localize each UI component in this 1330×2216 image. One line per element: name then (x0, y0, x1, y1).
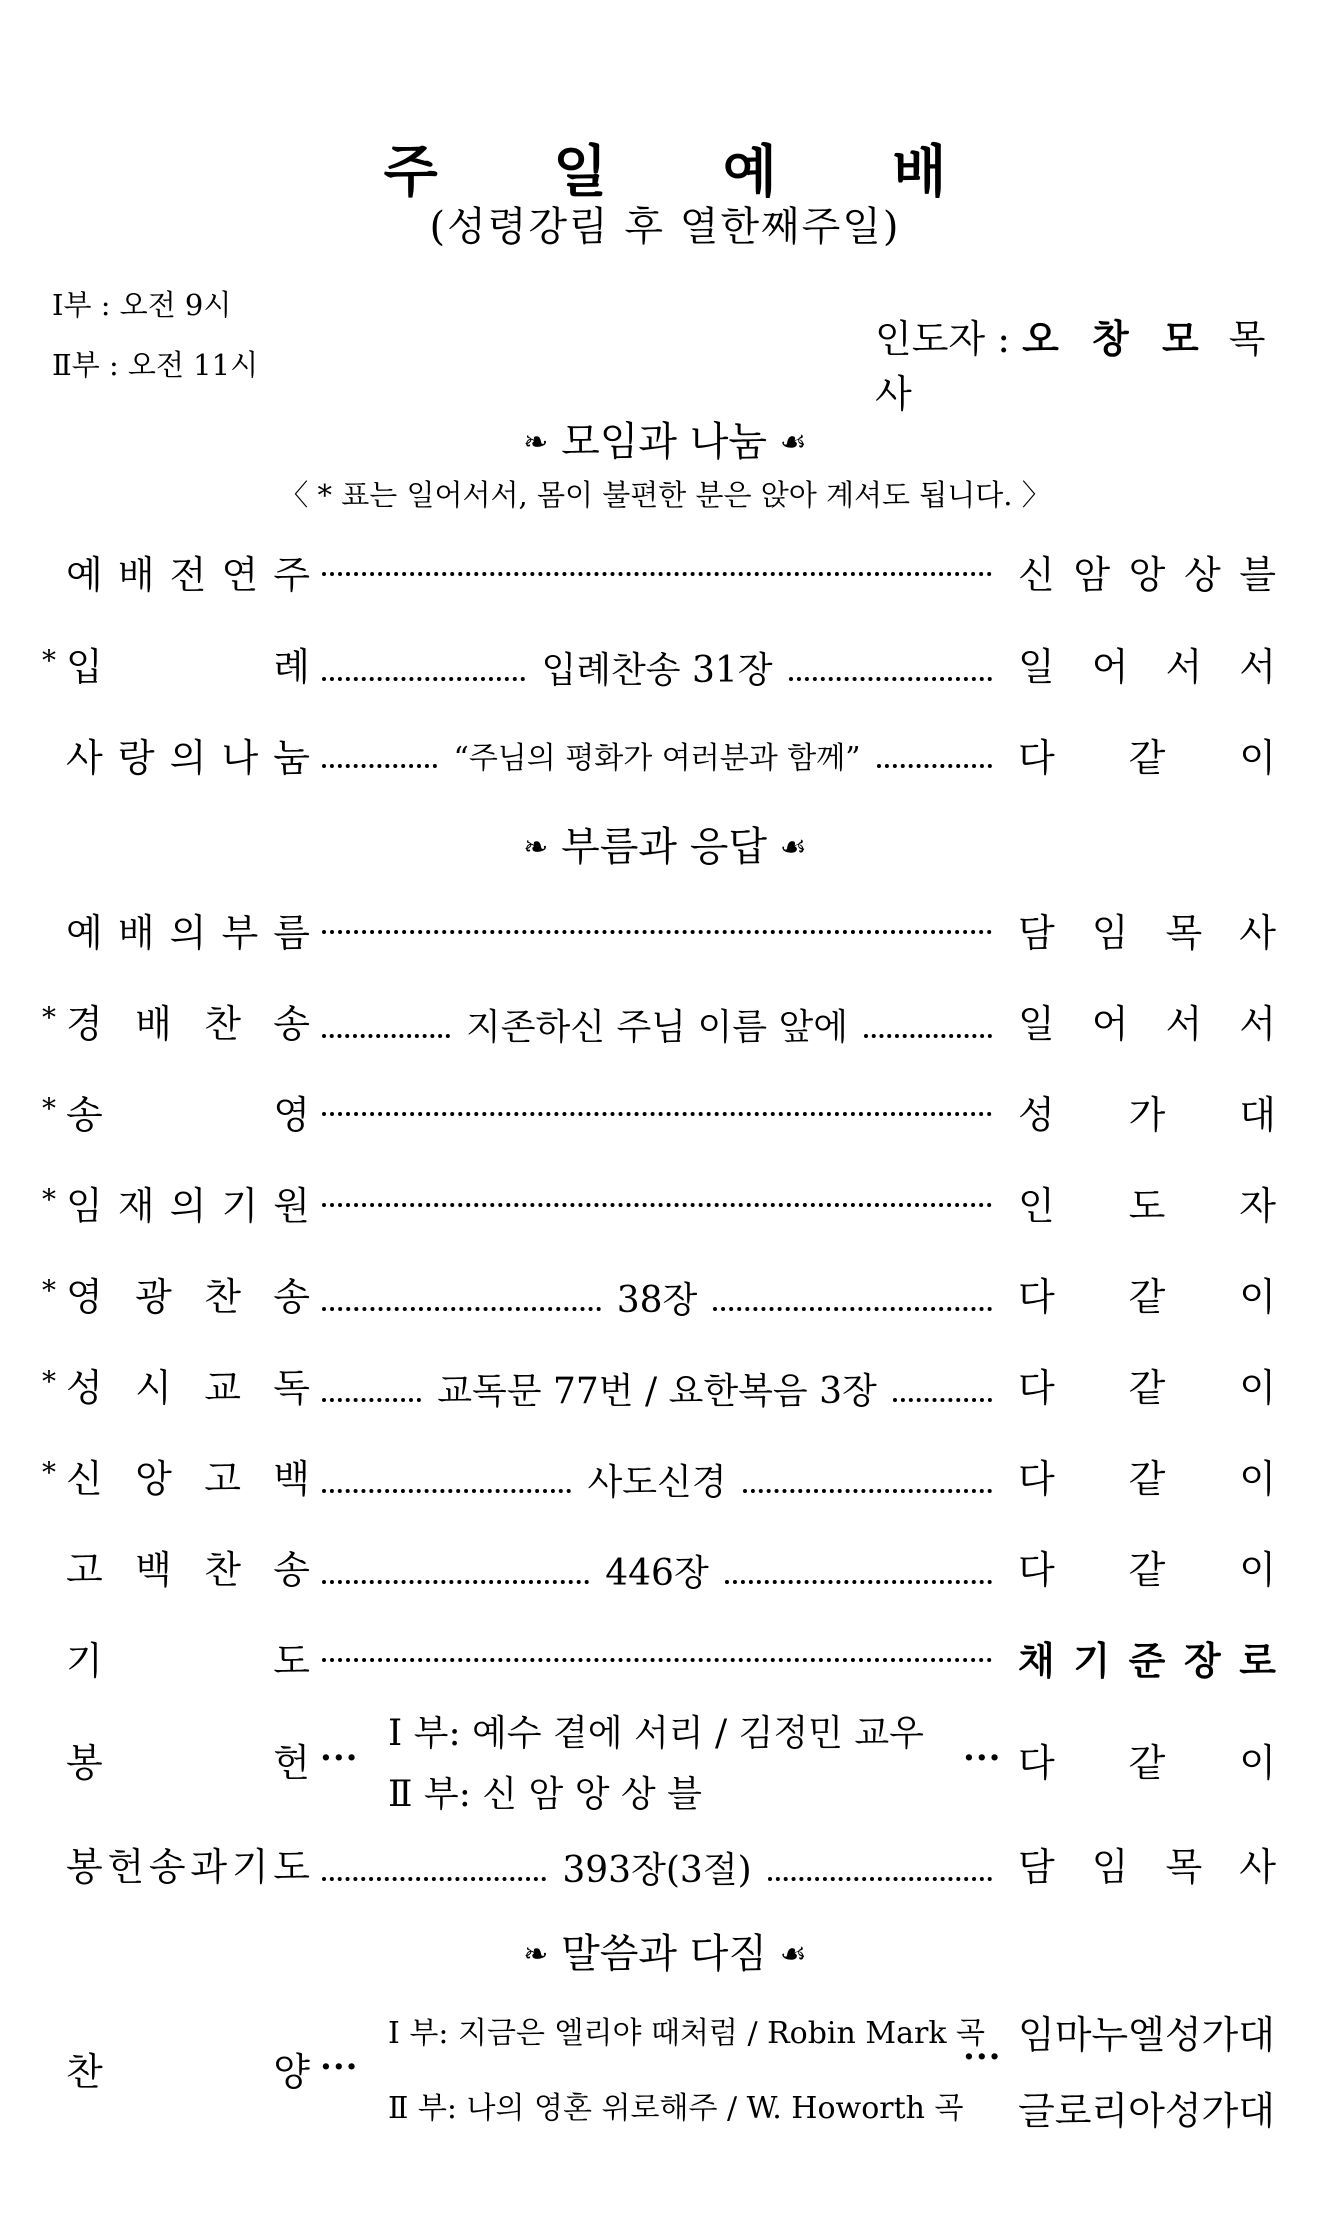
stand-marker: * (42, 1183, 56, 1216)
page-subtitle: (성령강림 후 열한째주일) (429, 204, 901, 250)
who-char: 성 (1018, 1093, 1055, 1137)
order-detail: 교독문 77번 / 요한복음 3장 (437, 1371, 877, 1412)
label-char: 찬 (204, 1548, 241, 1592)
label-char: 헌 (273, 1741, 310, 1785)
label-char: 배 (117, 553, 155, 597)
ellipsis: ··· (320, 1738, 359, 1778)
dot-leader (322, 1454, 992, 1505)
label-char: 영 (66, 1275, 103, 1319)
dot-leader (322, 908, 992, 934)
dot-leader (322, 550, 992, 576)
anthem-line-1: Ⅰ 부: 지금은 엘리야 때처럼 / Robin Mark 곡 (388, 2016, 986, 2051)
dot-leader (322, 1842, 992, 1893)
label-char: 과 (190, 1845, 228, 1889)
dot-leader (322, 999, 992, 1050)
who-char: 다 (1018, 1548, 1055, 1592)
label-char: 도 (273, 1845, 310, 1889)
order-detail: 393장(3절) (562, 1850, 752, 1891)
section-title: 말씀과 다짐 (561, 1931, 768, 1977)
who-char: 다 (1018, 1366, 1055, 1410)
label-char: 백 (135, 1548, 172, 1592)
ornament-right-icon: ☙ (779, 1937, 807, 1972)
ornament-left-icon: ❧ (523, 425, 549, 460)
order-row (0, 1836, 1330, 1892)
dot-leader (322, 733, 992, 777)
label-char: 광 (135, 1275, 172, 1319)
who-char: 담 (1018, 911, 1055, 955)
ellipsis: ··· (963, 2037, 1002, 2077)
leader-label: 인도자 : (875, 317, 1023, 361)
label-char: 시 (135, 1366, 172, 1410)
label-char: 름 (273, 911, 310, 955)
who-char: 어 (1091, 645, 1129, 689)
order-who (1018, 902, 1276, 957)
order-label (66, 636, 310, 691)
who-char: 같 (1128, 1275, 1166, 1319)
label-char: 눔 (273, 736, 310, 780)
who-char: 이 (1239, 1741, 1276, 1785)
label-char: 례 (273, 645, 310, 689)
order-who (1018, 1357, 1276, 1412)
label-char: 예 (66, 553, 103, 597)
who-char: 같 (1128, 1741, 1166, 1785)
stand-marker: * (42, 1092, 56, 1125)
who-char: 블 (1239, 553, 1276, 597)
section-title: 모임과 나눔 (561, 419, 768, 465)
who-char: 상 (1183, 553, 1221, 597)
who-char: 같 (1128, 736, 1166, 780)
who-char: 다 (1018, 736, 1055, 780)
who-char: 이 (1239, 1548, 1276, 1592)
stand-marker: * (42, 644, 56, 677)
dot-leader (322, 1636, 992, 1662)
label-char: 원 (273, 1184, 310, 1228)
offering-line-1: Ⅰ 부: 예수 곁에 서리 / 김정민 교우 (388, 1713, 924, 1754)
who-char: 사 (1239, 1845, 1276, 1889)
ellipsis: ··· (320, 2047, 359, 2087)
ornament-right-icon: ☙ (779, 830, 807, 865)
order-detail: 지존하신 주님 이름 앞에 (465, 1007, 849, 1048)
label-char: 주 (273, 553, 310, 597)
label-char: 배 (117, 911, 155, 955)
label-char: 찬 (204, 1002, 241, 1046)
who-char: 장 (1183, 1639, 1221, 1683)
order-row (0, 1084, 1330, 1140)
stand-marker: * (42, 1274, 56, 1307)
order-detail: “주님의 평화가 여러분과 함께” (453, 741, 861, 776)
label-char: 송 (273, 1275, 310, 1319)
order-label (66, 1357, 310, 1412)
ornament-left-icon: ❧ (523, 830, 549, 865)
who-char: 자 (1239, 1184, 1276, 1228)
anthem-line-2: Ⅱ 부: 나의 영혼 위로해주 / W. Howorth 곡 (388, 2091, 964, 2126)
order-label (66, 727, 310, 782)
label-char: 사 (66, 736, 103, 780)
who-char: 신 (1018, 553, 1055, 597)
label-char: 의 (169, 911, 207, 955)
anthem-choir-1: 임마누엘성가대 (1018, 2013, 1275, 2057)
who-char: 같 (1128, 1457, 1166, 1501)
who-char: 다 (1018, 1457, 1055, 1501)
order-row (0, 1175, 1330, 1231)
label-char: 기 (231, 1845, 269, 1889)
label-char: 기 (66, 1639, 103, 1683)
who-char: 일 (1018, 645, 1055, 689)
order-who (1018, 1630, 1276, 1685)
who-char: 기 (1073, 1639, 1111, 1683)
dot-leader (322, 642, 992, 693)
order-who (1018, 544, 1276, 599)
leader (875, 308, 1330, 418)
offering-line-2: Ⅱ 부: 신 암 앙 상 블 (388, 1774, 702, 1815)
who-char: 로 (1239, 1639, 1276, 1683)
order-who (1018, 1266, 1276, 1321)
order-who (1018, 727, 1276, 782)
label-char: 봉 (66, 1845, 103, 1889)
order-row (0, 902, 1330, 958)
order-label (66, 1266, 310, 1321)
who-char: 서 (1165, 1002, 1203, 1046)
label-char: 임 (66, 1184, 103, 1228)
label-char: 영 (273, 1093, 310, 1137)
who-char: 채 (1018, 1639, 1055, 1683)
order-label (66, 1084, 310, 1139)
label-char: 의 (169, 1184, 207, 1228)
order-row (0, 727, 1330, 783)
label-char: 재 (117, 1184, 155, 1228)
who-char: 같 (1128, 1548, 1166, 1592)
order-row (0, 1448, 1330, 1504)
who-char: 임 (1091, 911, 1129, 955)
leader-name: 오 창 모 (1022, 317, 1209, 361)
order-who (1018, 993, 1276, 1048)
order-row (0, 1630, 1330, 1686)
who-char: 다 (1018, 1741, 1055, 1785)
order-who (1018, 1732, 1276, 1787)
order-label (66, 1732, 310, 1787)
label-char: 예 (66, 911, 103, 955)
order-label (66, 902, 310, 957)
label-char: 배 (135, 1002, 172, 1046)
who-char: 다 (1018, 1275, 1055, 1319)
who-char: 준 (1128, 1639, 1166, 1683)
dot-leader (322, 1545, 992, 1596)
order-who (1018, 1084, 1276, 1139)
order-who (1018, 1836, 1276, 1891)
who-char: 일 (1018, 1002, 1055, 1046)
dot-leader (322, 1272, 992, 1323)
order-row (0, 636, 1330, 692)
order-row (0, 1539, 1330, 1595)
order-label (66, 1539, 310, 1594)
who-char: 사 (1239, 911, 1276, 955)
order-who (1018, 636, 1276, 691)
label-char: 송 (148, 1845, 186, 1889)
who-char: 서 (1239, 645, 1276, 689)
who-char: 이 (1239, 1457, 1276, 1501)
who-char: 담 (1018, 1845, 1055, 1889)
order-label (66, 1448, 310, 1503)
label-char: 고 (66, 1548, 103, 1592)
order-who (1018, 1539, 1276, 1594)
label-char: 찬 (66, 2050, 103, 2094)
order-detail: 38장 (616, 1280, 698, 1321)
who-char: 도 (1128, 1184, 1166, 1228)
section-heading-calling (0, 815, 1330, 872)
order-row (0, 544, 1330, 600)
label-char: 입 (66, 645, 103, 689)
label-char: 양 (273, 2050, 310, 2094)
label-char: 교 (204, 1366, 241, 1410)
who-char: 이 (1239, 736, 1276, 780)
who-char: 앙 (1128, 553, 1166, 597)
label-char: 연 (221, 553, 259, 597)
label-char: 찬 (204, 1275, 241, 1319)
ellipsis: ··· (963, 1738, 1002, 1778)
stand-marker: * (42, 1365, 56, 1398)
dot-leader (322, 1181, 992, 1207)
label-char: 앙 (135, 1457, 172, 1501)
label-char: 헌 (107, 1845, 145, 1889)
who-char: 서 (1239, 1002, 1276, 1046)
label-char: 성 (66, 1366, 103, 1410)
who-char: 목 (1165, 1845, 1203, 1889)
label-char: 송 (273, 1548, 310, 1592)
who-char: 이 (1239, 1366, 1276, 1410)
order-label (66, 544, 310, 599)
who-char: 서 (1165, 645, 1203, 689)
who-char: 암 (1073, 553, 1111, 597)
who-char: 대 (1239, 1093, 1276, 1137)
who-char: 목 (1165, 911, 1203, 955)
order-label (66, 1630, 310, 1685)
label-char: 기 (221, 1184, 259, 1228)
who-char: 같 (1128, 1366, 1166, 1410)
who-char: 인 (1018, 1184, 1055, 1228)
label-char: 의 (169, 736, 207, 780)
order-detail: 사도신경 (587, 1462, 727, 1503)
stand-marker: * (42, 1456, 56, 1489)
order-detail: 입례찬송 31장 (541, 650, 773, 691)
who-char: 이 (1239, 1275, 1276, 1319)
who-char: 가 (1128, 1093, 1166, 1137)
who-char: 임 (1091, 1845, 1129, 1889)
standing-note: 〈 * 표는 일어서서, 몸이 불편한 분은 앉아 계셔도 됩니다. 〉 (279, 478, 1051, 512)
order-label (66, 1836, 310, 1891)
section-title: 부름과 응답 (561, 824, 768, 870)
order-row (0, 993, 1330, 1049)
label-char: 신 (66, 1457, 103, 1501)
order-row (0, 1357, 1330, 1413)
service-time-1: Ⅰ부 : 오전 9시 (52, 288, 232, 322)
order-label (66, 2041, 310, 2096)
section-heading-gathering (0, 410, 1330, 467)
label-char: 전 (169, 553, 207, 597)
ornament-right-icon: ☙ (779, 425, 807, 460)
label-char: 부 (221, 911, 259, 955)
label-char: 송 (273, 1002, 310, 1046)
order-row (0, 1266, 1330, 1322)
label-char: 경 (66, 1002, 103, 1046)
ornament-left-icon: ❧ (523, 1937, 549, 1972)
who-char: 어 (1091, 1002, 1129, 1046)
order-who (1018, 1175, 1276, 1230)
label-char: 봉 (66, 1741, 103, 1785)
anthem-choir-2: 글로리아성가대 (1018, 2089, 1275, 2133)
label-char: 독 (273, 1366, 310, 1410)
label-char: 랑 (117, 736, 155, 780)
order-detail: 446장 (605, 1553, 709, 1594)
order-label (66, 993, 310, 1048)
dot-leader (322, 1090, 992, 1116)
dot-leader (322, 1363, 992, 1414)
label-char: 고 (204, 1457, 241, 1501)
section-heading-word (0, 1922, 1330, 1979)
service-time-2: Ⅱ부 : 오전 11시 (52, 348, 259, 382)
leader-title: 목 사 (875, 317, 1274, 416)
label-char: 도 (273, 1639, 310, 1683)
label-char: 송 (66, 1093, 103, 1137)
label-char: 백 (273, 1457, 310, 1501)
order-who (1018, 1448, 1276, 1503)
order-label (66, 1175, 310, 1230)
stand-marker: * (42, 1001, 56, 1034)
label-char: 나 (221, 736, 259, 780)
page-title: 주 일 예 배 (383, 140, 995, 205)
